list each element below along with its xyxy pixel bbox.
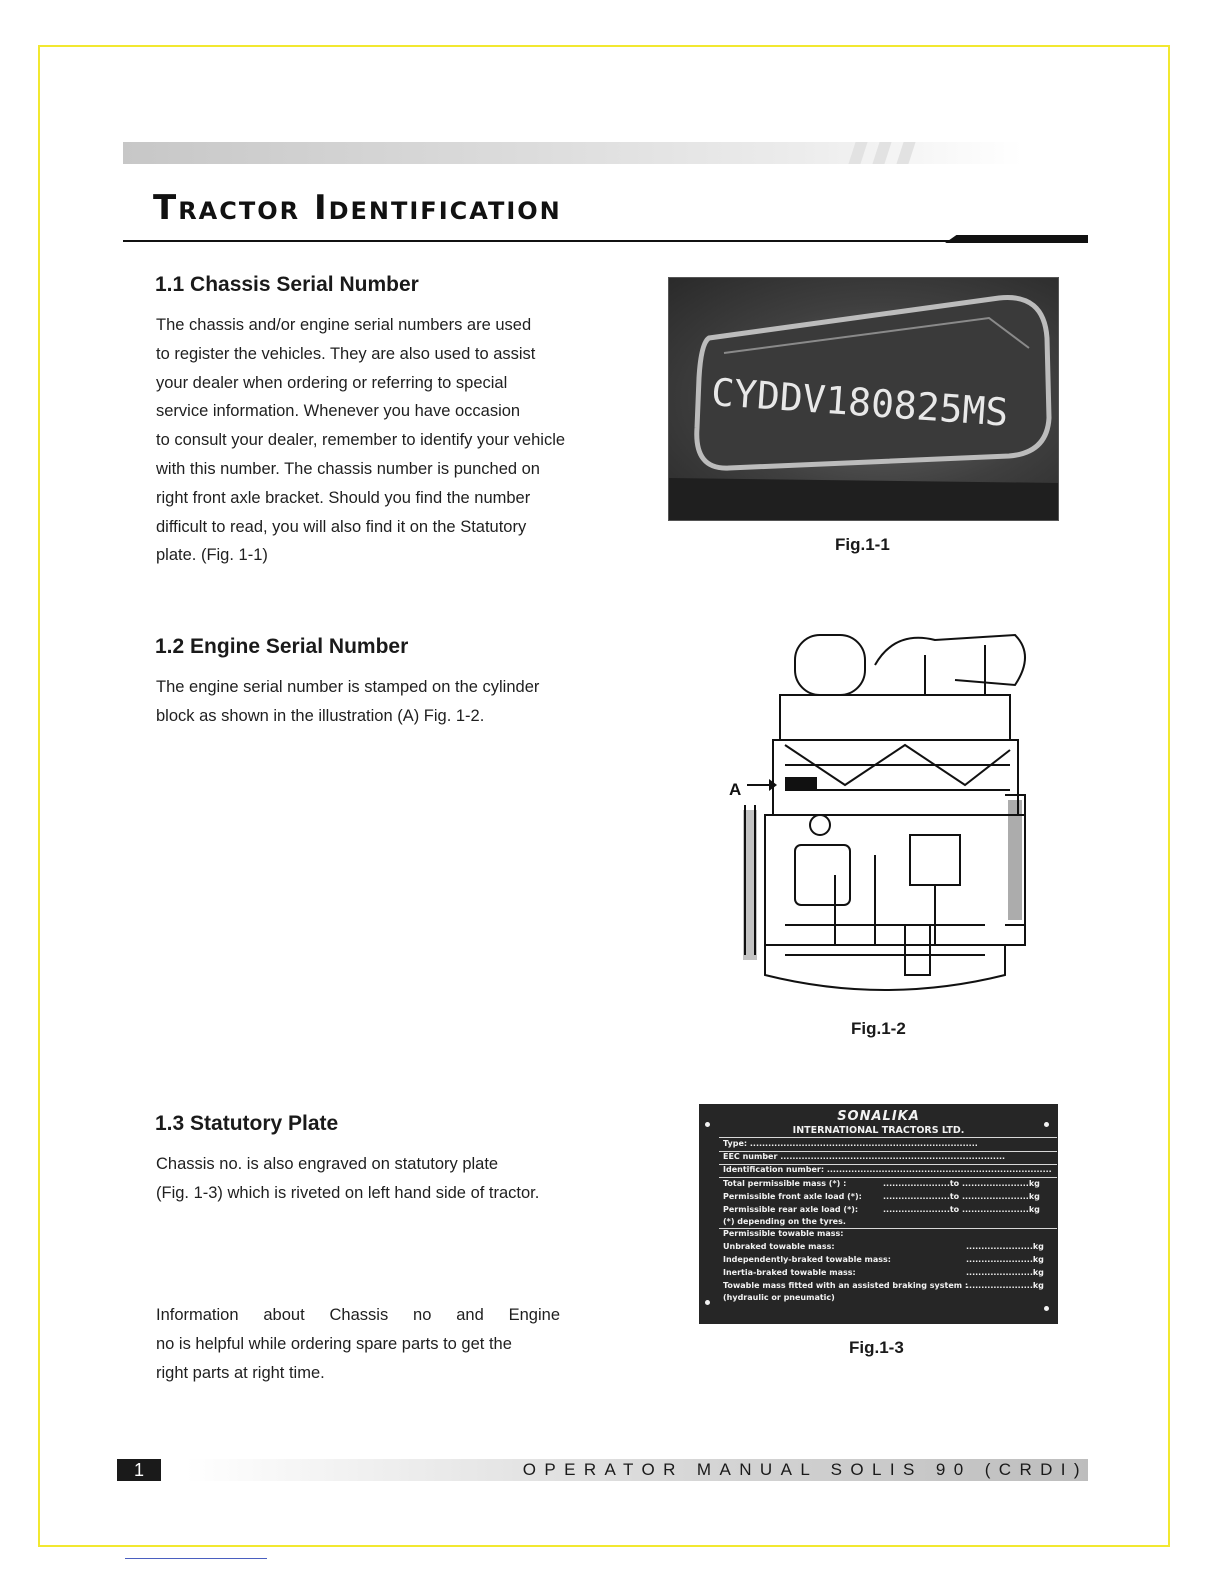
engine-illustration: [725, 625, 1045, 1010]
plate-row: EEC number ..........................................................................: [723, 1152, 1006, 1161]
plate-row: Identification number: ..........................................................................: [723, 1165, 1052, 1174]
plate-rule: [719, 1177, 1057, 1178]
plate-company: INTERNATIONAL TRACTORS LTD.: [792, 1125, 965, 1136]
section-body-chassis: [156, 311, 606, 570]
text-line: to consult your dealer, remember to identify your vehicle: [156, 431, 566, 450]
plate-row: Independently-braked towable mass:: [723, 1255, 891, 1264]
plate-row: Unbraked towable mass:: [723, 1242, 835, 1251]
rivet: [1044, 1306, 1049, 1311]
plate-row: (hydraulic or pneumatic): [723, 1293, 835, 1302]
figure-caption: Fig.1-1: [835, 535, 890, 554]
page-title: Tractor Identification: [153, 188, 562, 228]
plate-row: Permissible towable mass:: [723, 1229, 844, 1238]
plate-value: ......................kg: [966, 1268, 1044, 1277]
plate-value: ......................to ......................kg: [883, 1192, 1040, 1201]
text-line: to register the vehicles. They are also used to assist: [156, 344, 536, 363]
text-line: your dealer when ordering or referring to special: [156, 373, 508, 392]
statutory-plate: [699, 1104, 1058, 1324]
text-line: block as shown in the illustration (A) Fig. 1-2.: [156, 706, 485, 725]
plate-row: Total permissible mass (*) :: [723, 1179, 847, 1188]
plate-value: ......................kg: [966, 1242, 1044, 1251]
section-heading-plate: 1.3 Statutory Plate: [155, 1112, 339, 1135]
plate-value: ......................kg: [966, 1281, 1044, 1290]
text-line: plate. (Fig. 1-1): [156, 546, 268, 565]
section-body-plate: [156, 1150, 626, 1208]
plate-row: (*) depending on the tyres.: [723, 1217, 846, 1226]
title-rule: [123, 240, 1088, 242]
footer-link-underline: [125, 1558, 267, 1559]
text-line: Chassis no. is also engraved on statutory plate: [156, 1155, 499, 1173]
title-rule-accent: [945, 235, 1088, 243]
section-body-engine: [156, 673, 606, 731]
plate-value: ......................to ......................kg: [883, 1179, 1040, 1188]
text-line: right front axle bracket. Should you find the number: [156, 488, 531, 507]
plate-value: ......................to ......................kg: [883, 1205, 1040, 1214]
text-line: no is helpful while ordering spare parts to get the: [156, 1334, 512, 1353]
text-line: (Fig. 1-3) which is riveted on left hand side of tractor.: [156, 1183, 540, 1202]
rivet: [705, 1300, 710, 1305]
figure-caption: Fig.1-3: [849, 1338, 904, 1357]
text-line: right parts at right time.: [156, 1363, 325, 1382]
text-line: The engine serial number is stamped on the cylinder: [156, 678, 540, 696]
text-line: The chassis and/or engine serial numbers are used: [156, 316, 532, 334]
plate-row: Towable mass fitted with an assisted braking system :: [723, 1281, 969, 1290]
text-line: with this number. The chassis number is punched on: [156, 459, 540, 478]
plate-row: Permissible front axle load (*):: [723, 1192, 862, 1201]
plate-row: Permissible rear axle load (*):: [723, 1205, 859, 1214]
plate-value: ......................kg: [966, 1255, 1044, 1264]
section-heading-chassis: 1.1 Chassis Serial Number: [155, 273, 419, 296]
text-line: difficult to read, you will also find it on the Statutory: [156, 517, 527, 536]
plate-row: Type: ...........................................................................: [723, 1139, 978, 1148]
section-heading-engine: 1.2 Engine Serial Number: [155, 635, 409, 658]
chassis-number-photo: [668, 277, 1059, 521]
engine-marker-label: A: [729, 780, 742, 799]
section-note: [156, 1301, 560, 1387]
plate-brand: SONALIKA: [837, 1109, 920, 1124]
page-number: 1: [117, 1459, 161, 1481]
text-line: Information about Chassis no and Engine: [156, 1306, 560, 1324]
figure-caption: Fig.1-2: [851, 1019, 906, 1038]
chassis-stamp-text: CYDDV180825MS: [709, 370, 1010, 435]
text-line: service information. Whenever you have occasion: [156, 402, 521, 421]
plate-row: Inertia-braked towable mass:: [723, 1268, 856, 1277]
plate-rule: [719, 1137, 1057, 1138]
manual-title: OPERATOR MANUAL SOLIS 90 (CRDI): [522, 1460, 1088, 1479]
